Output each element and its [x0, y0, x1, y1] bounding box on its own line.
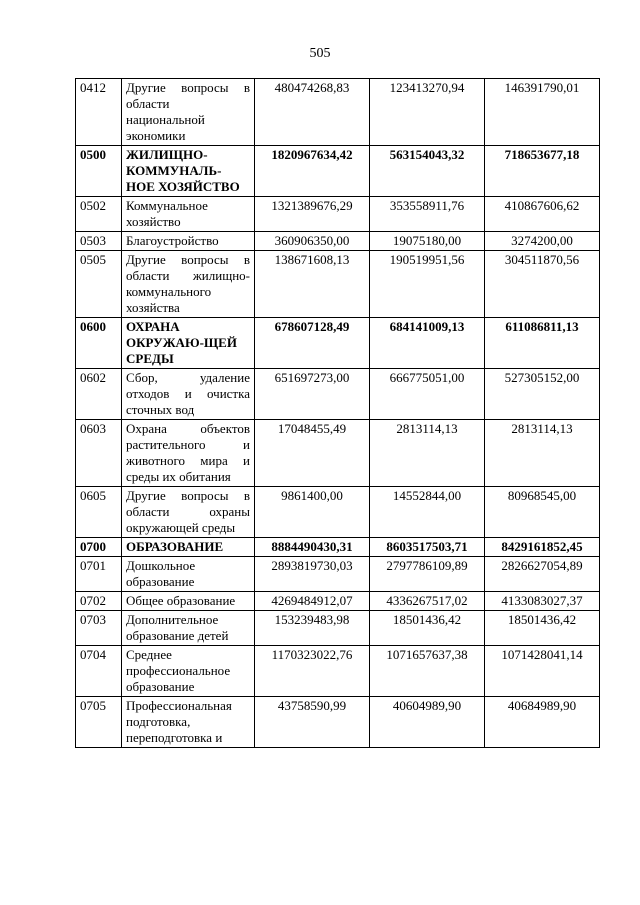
row-value-1: 4269484912,07 — [255, 592, 370, 611]
row-name: Другие вопросы в области национальной экономики — [122, 79, 255, 146]
table-row — [76, 369, 600, 420]
row-name: ОБРАЗОВАНИЕ — [122, 538, 255, 557]
row-code: 0603 — [76, 420, 122, 487]
row-code: 0503 — [76, 232, 122, 251]
row-code: 0700 — [76, 538, 122, 557]
row-value-2: 40604989,90 — [370, 697, 485, 748]
row-name: Коммунальное хозяйство — [122, 197, 255, 232]
budget-table-body — [76, 79, 600, 748]
row-value-1: 138671608,13 — [255, 251, 370, 318]
row-code: 0412 — [76, 79, 122, 146]
row-value-2: 1071657637,38 — [370, 646, 485, 697]
table-row — [76, 197, 600, 232]
row-code: 0703 — [76, 611, 122, 646]
row-code: 0702 — [76, 592, 122, 611]
row-value-3: 18501436,42 — [485, 611, 600, 646]
row-value-2: 2813114,13 — [370, 420, 485, 487]
table-row — [76, 232, 600, 251]
table-row — [76, 318, 600, 369]
row-value-3: 410867606,62 — [485, 197, 600, 232]
table-row — [76, 538, 600, 557]
table-row — [76, 420, 600, 487]
row-value-2: 18501436,42 — [370, 611, 485, 646]
row-value-1: 17048455,49 — [255, 420, 370, 487]
row-value-3: 3274200,00 — [485, 232, 600, 251]
row-name: Среднее профессиональное образование — [122, 646, 255, 697]
row-value-1: 8884490430,31 — [255, 538, 370, 557]
row-code: 0704 — [76, 646, 122, 697]
row-value-3: 1071428041,14 — [485, 646, 600, 697]
row-value-1: 360906350,00 — [255, 232, 370, 251]
row-name: Благоустройство — [122, 232, 255, 251]
table-row — [76, 592, 600, 611]
row-code: 0602 — [76, 369, 122, 420]
row-value-3: 718653677,18 — [485, 146, 600, 197]
row-code: 0705 — [76, 697, 122, 748]
row-value-2: 123413270,94 — [370, 79, 485, 146]
row-name: Профессиональная подготовка, переподготовка и — [122, 697, 255, 748]
table-row — [76, 646, 600, 697]
row-code: 0600 — [76, 318, 122, 369]
row-code: 0502 — [76, 197, 122, 232]
row-value-2: 353558911,76 — [370, 197, 485, 232]
row-value-1: 1321389676,29 — [255, 197, 370, 232]
row-name: Сбор, удаление отходов и очистка сточных вод — [122, 369, 255, 420]
row-code: 0605 — [76, 487, 122, 538]
table-row — [76, 557, 600, 592]
row-value-2: 19075180,00 — [370, 232, 485, 251]
row-name: Дошкольное образование — [122, 557, 255, 592]
table-row — [76, 487, 600, 538]
row-name: ЖИЛИЩНО-КОММУНАЛЬ-НОЕ ХОЗЯЙСТВО — [122, 146, 255, 197]
row-value-1: 678607128,49 — [255, 318, 370, 369]
page-number: 505 — [309, 46, 331, 61]
row-value-1: 1820967634,42 — [255, 146, 370, 197]
row-value-3: 146391790,01 — [485, 79, 600, 146]
row-name: Охрана объектов растительного и животного мира и среды их обитания — [122, 420, 255, 487]
row-value-1: 2893819730,03 — [255, 557, 370, 592]
row-value-3: 40684989,90 — [485, 697, 600, 748]
row-name: ОХРАНА ОКРУЖАЮ-ЩЕЙ СРЕДЫ — [122, 318, 255, 369]
table-row — [76, 146, 600, 197]
row-value-3: 304511870,56 — [485, 251, 600, 318]
row-code: 0701 — [76, 557, 122, 592]
row-name: Другие вопросы в области жилищно-коммунального хозяйства — [122, 251, 255, 318]
row-code: 0505 — [76, 251, 122, 318]
row-value-2: 8603517503,71 — [370, 538, 485, 557]
row-code: 0500 — [76, 146, 122, 197]
row-value-3: 527305152,00 — [485, 369, 600, 420]
row-value-3: 8429161852,45 — [485, 538, 600, 557]
row-value-3: 4133083027,37 — [485, 592, 600, 611]
row-value-2: 563154043,32 — [370, 146, 485, 197]
table-row — [76, 79, 600, 146]
row-value-1: 43758590,99 — [255, 697, 370, 748]
row-name: Дополнительное образование детей — [122, 611, 255, 646]
row-name: Общее образование — [122, 592, 255, 611]
table-row — [76, 251, 600, 318]
row-value-1: 9861400,00 — [255, 487, 370, 538]
row-name: Другие вопросы в области охраны окружающей среды — [122, 487, 255, 538]
row-value-2: 684141009,13 — [370, 318, 485, 369]
table-row — [76, 697, 600, 748]
row-value-2: 2797786109,89 — [370, 557, 485, 592]
row-value-2: 190519951,56 — [370, 251, 485, 318]
row-value-1: 153239483,98 — [255, 611, 370, 646]
row-value-2: 14552844,00 — [370, 487, 485, 538]
row-value-2: 4336267517,02 — [370, 592, 485, 611]
row-value-3: 611086811,13 — [485, 318, 600, 369]
row-value-1: 1170323022,76 — [255, 646, 370, 697]
row-value-1: 480474268,83 — [255, 79, 370, 146]
row-value-3: 2826627054,89 — [485, 557, 600, 592]
row-value-3: 2813114,13 — [485, 420, 600, 487]
row-value-2: 666775051,00 — [370, 369, 485, 420]
row-value-1: 651697273,00 — [255, 369, 370, 420]
table-row — [76, 611, 600, 646]
budget-table — [75, 78, 600, 748]
row-value-3: 80968545,00 — [485, 487, 600, 538]
